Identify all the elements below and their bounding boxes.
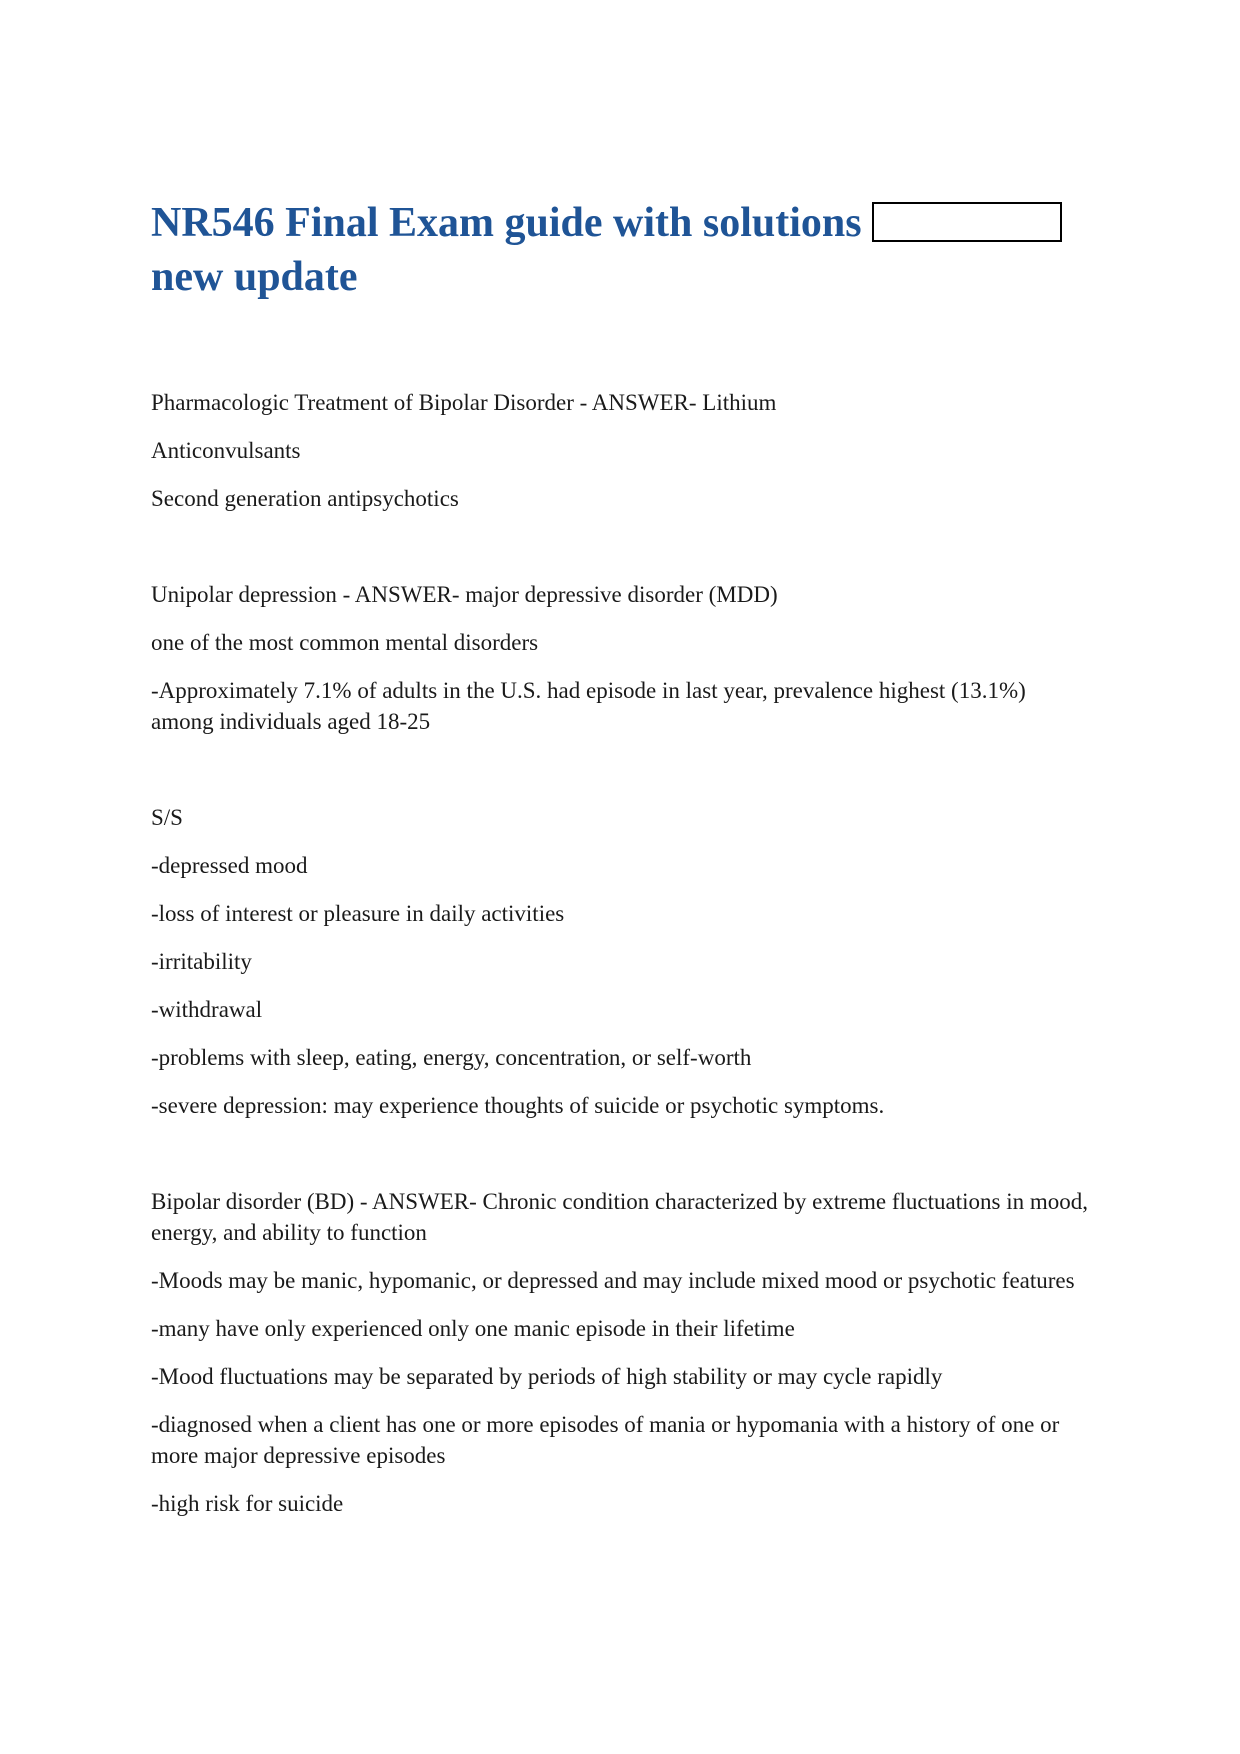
paragraph: -depressed mood	[151, 853, 308, 878]
section-bipolar-disorder	[151, 1186, 1091, 1519]
section-bipolar-treatment	[151, 387, 1091, 514]
paragraph: one of the most common mental disorders	[151, 630, 539, 655]
paragraph: -high risk for suicide	[151, 1491, 344, 1516]
paragraph: -many have only experienced only one manic episode in their lifetime	[151, 1316, 795, 1341]
section-gap	[151, 754, 1091, 802]
paragraph: Pharmacologic Treatment of Bipolar Disorder - ANSWER- Lithium	[151, 390, 777, 415]
paragraph: -Approximately 7.1% of adults in the U.S. had episode in last year, prevalence highest (13.1%) among individuals aged 18-25	[151, 678, 1026, 734]
paragraph: S/S	[151, 805, 183, 830]
section-symptoms	[151, 802, 1091, 1121]
section-gap	[151, 1138, 1091, 1186]
document-body	[151, 387, 1091, 1536]
paragraph: Bipolar disorder (BD) - ANSWER- Chronic condition characterized by extreme fluctuations in mood, energy, and ability to function	[151, 1189, 1089, 1245]
section-gap	[151, 531, 1091, 579]
title-part-1: NR546 Final Exam guide with solutions	[151, 200, 862, 246]
paragraph: -irritability	[151, 949, 252, 974]
paragraph: Unipolar depression - ANSWER- major depressive disorder (MDD)	[151, 582, 778, 607]
paragraph: -Mood fluctuations may be separated by periods of high stability or may cycle rapidly	[151, 1364, 943, 1389]
paragraph: -problems with sleep, eating, energy, concentration, or self-worth	[151, 1045, 752, 1070]
paragraph: Anticonvulsants	[151, 438, 301, 463]
paragraph: -Moods may be manic, hypomanic, or depressed and may include mixed mood or psychotic features	[151, 1268, 1075, 1293]
paragraph: Second generation antipsychotics	[151, 486, 459, 511]
section-unipolar-depression	[151, 579, 1091, 737]
paragraph: -withdrawal	[151, 997, 263, 1022]
title-part-2: new update	[151, 254, 358, 300]
document-title	[151, 196, 1111, 304]
paragraph: -diagnosed when a client has one or more episodes of mania or hypomania with a history of one or more major depressive episodes	[151, 1412, 1060, 1468]
paragraph: -severe depression: may experience thoughts of suicide or psychotic symptoms.	[151, 1093, 885, 1118]
paragraph: -loss of interest or pleasure in daily activities	[151, 901, 565, 926]
title-empty-box	[872, 202, 1062, 242]
